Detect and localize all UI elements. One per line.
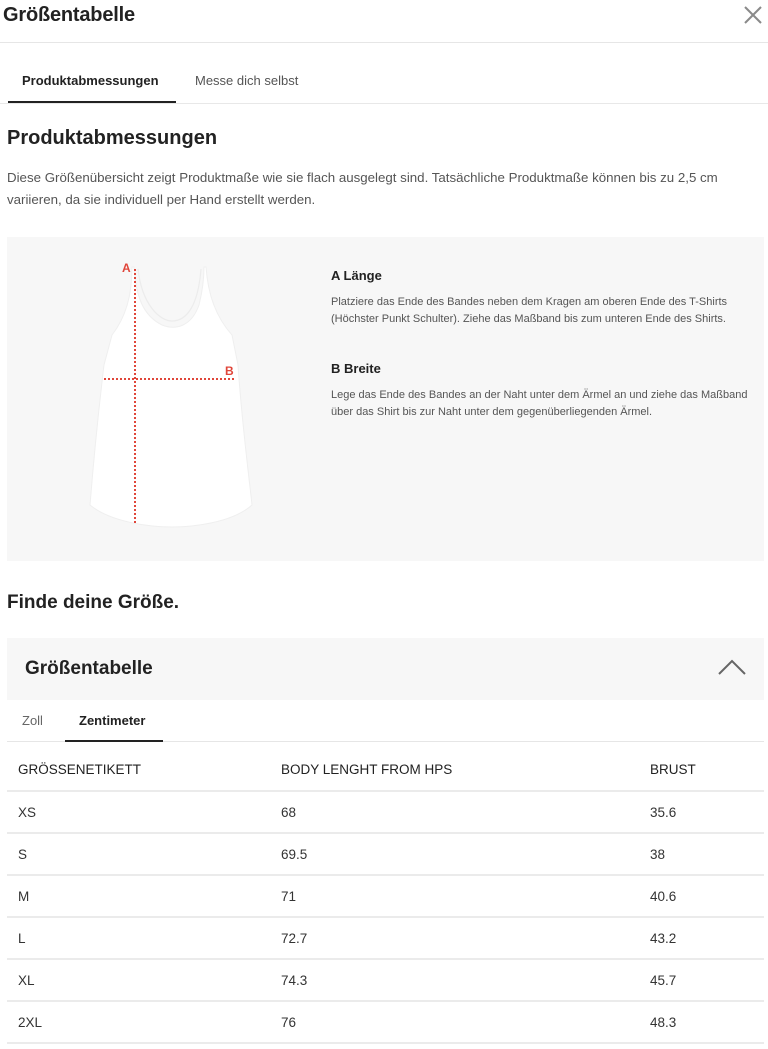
accordion-title: Größentabelle (25, 658, 153, 679)
chest-cell: 43.2 (650, 931, 677, 946)
unit-tabs (7, 700, 764, 742)
close-button[interactable] (742, 4, 764, 26)
column-header: BODY LENGHT FROM HPS (281, 762, 453, 777)
size-label-cell: M (18, 889, 30, 904)
column-header: GRÖSSENETIKETT (18, 762, 142, 777)
tank-top-illustration (82, 255, 262, 535)
table-row (7, 834, 764, 876)
table-row (7, 1002, 764, 1044)
size-label-cell: XL (18, 973, 35, 988)
active-tab-indicator (8, 101, 176, 103)
table-row (7, 918, 764, 960)
table-row (7, 960, 764, 1002)
chest-cell: 38 (650, 847, 666, 862)
table-row (7, 792, 764, 834)
chest-cell: 35.6 (650, 805, 677, 820)
modal-title: Größentabelle (3, 4, 135, 26)
chest-cell: 45.7 (650, 973, 677, 988)
measure-a-text: Platziere das Ende des Bandes neben dem Kragen am oberen Ende des T-Shirts (Höchster Punkt Schulter). Ziehe das Maßband bis zum unteren Ende des Shirts. (331, 296, 728, 325)
body-length-cell: 68 (281, 805, 297, 820)
tab-zoll[interactable]: Zoll (22, 713, 43, 728)
size-label-cell: S (18, 847, 28, 862)
tab-messe-dich-selbst[interactable]: Messe dich selbst (195, 73, 299, 88)
chevron-up-icon[interactable] (717, 657, 747, 677)
measure-b-title: B Breite (331, 361, 381, 376)
column-header: BRUST (650, 762, 696, 777)
chest-cell: 48.3 (650, 1015, 677, 1030)
section-description: Diese Größenübersicht zeigt Produktmaße wie sie flach ausgelegt sind. Tatsächliche Produktmaße können bis zu 2,5 cm variieren, da sie individuell per Hand erstellt werden. (7, 170, 718, 207)
table-row (7, 876, 764, 918)
tab-produktabmessungen[interactable]: Produktabmessungen (22, 73, 159, 88)
body-length-cell: 74.3 (281, 973, 308, 988)
size-label-cell: 2XL (18, 1015, 43, 1030)
find-size-title: Finde deine Größe. (7, 592, 180, 613)
section-title: Produktabmessungen (7, 127, 218, 149)
size-table (7, 748, 764, 1044)
size-label-cell: XS (18, 805, 37, 820)
body-length-cell: 71 (281, 889, 297, 904)
chest-cell: 40.6 (650, 889, 677, 904)
body-length-cell: 72.7 (281, 931, 308, 946)
label-a: A (122, 261, 131, 275)
size-chart-accordion[interactable] (7, 638, 764, 700)
close-icon (742, 4, 764, 26)
active-unit-indicator (65, 740, 163, 742)
table-header-row (7, 748, 764, 792)
measurement-guide (7, 237, 764, 561)
tank-top-body (90, 267, 252, 527)
body-length-cell: 76 (281, 1015, 297, 1030)
top-tabs (0, 60, 768, 104)
tab-zentimeter[interactable]: Zentimeter (79, 713, 146, 728)
body-length-cell: 69.5 (281, 847, 308, 862)
modal-header (0, 0, 768, 43)
size-label-cell: L (18, 931, 26, 946)
measure-a-title: A Länge (331, 268, 382, 283)
measure-b-text: Lege das Ende des Bandes an der Naht unter dem Ärmel an und ziehe das Maßband über das Shirt bis zur Naht unter dem gegenüberliegenden Ärmel. (331, 389, 748, 418)
label-b: B (225, 364, 234, 378)
